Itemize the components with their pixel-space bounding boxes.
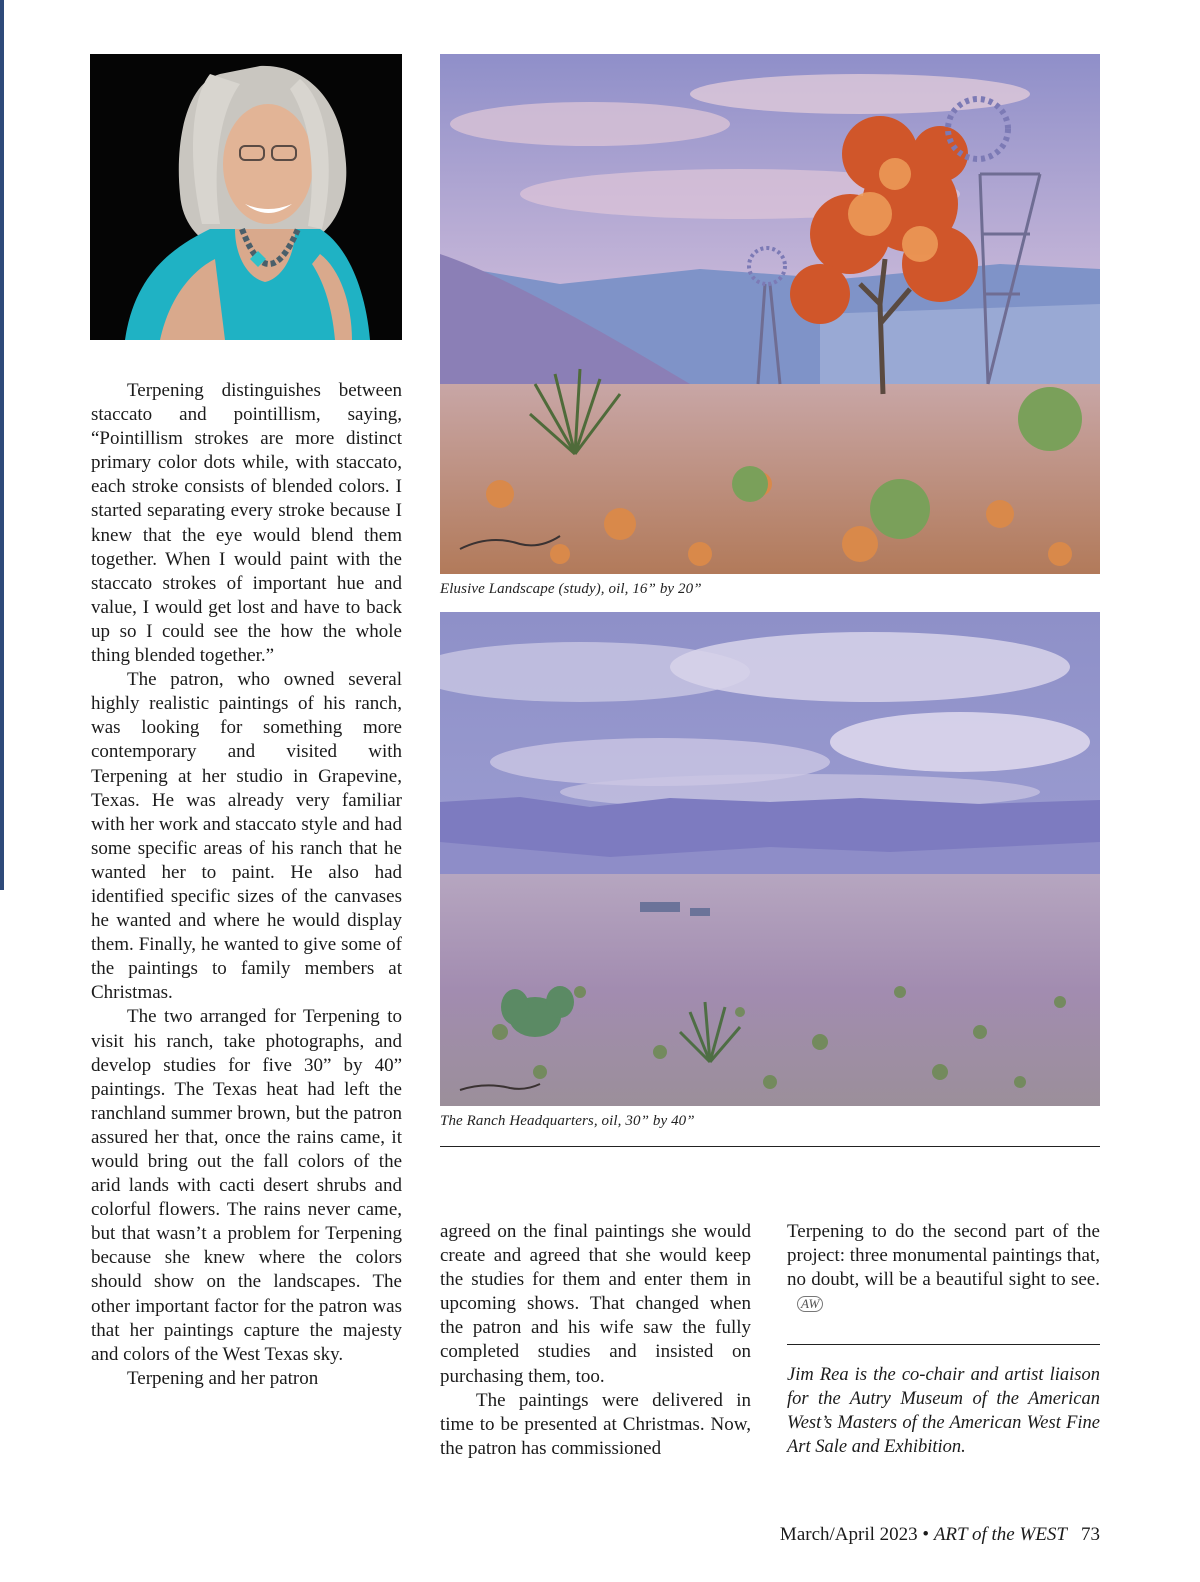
elusive-landscape-painting <box>440 54 1100 574</box>
author-bio: Jim Rea is the co-chair and artist liaison for the Autry Museum of the American West’s Masters of the American West Fine Art Sale and Exhibition. <box>787 1365 1100 1458</box>
end-of-article-mark: AW <box>797 1296 823 1312</box>
paragraph-patron-visit: The patron, who owned several highly realistic paintings of his ranch, was looking for something more contemporary and visited with Terpening at her studio in Grapevine, Texas. He was already very familiar with her work and staccato style and had some specific areas of his ranch that he wanted her to paint. He also had identified specific sizes of the canvases he wanted and where he would display them. Finally, he wanted to give some of the paintings to family members at Christmas. <box>91 669 402 1004</box>
paragraph-ranch-visit: The two arranged for Terpening to visit his ranch, take photographs, and develop studies for five 30” by 40” paintings. The Texas heat had left the ranchland summer brown, but the patron assured her that, once the rains came, it would bring out the fall colors of the arid lands with cacti desert shrubs and colorful flowers. The rains never came, but that wasn’t a problem for Terpening because she knew where the colors should show on the landscapes. The other important factor for the patron was that her paintings capture the majesty and colors of the West Texas sky. <box>91 1006 402 1365</box>
magazine-title: ART of the WEST <box>933 1524 1067 1545</box>
paragraph-staccato-vs-pointillism: Terpening distinguishes between staccato and pointillism, saying, “Pointillism strokes are more distinct primary color dots while, with staccato, each stroke consists of blended colors. I started separating every stroke because I knew that the eye would blend them together. When I would paint with the staccato strokes of important hue and value, I would get lost and have to back up so I could see the how the whole thing blended together.” <box>91 380 402 667</box>
page-footer <box>780 1524 1100 1546</box>
artist-portrait-photo <box>90 54 402 340</box>
paragraph-agreement-continued: agreed on the final paintings she would create and agreed that she would keep the studies for them and enter them in upcoming shows. That changed when the patron and his wife saw the fully completed studies and insisted on purchasing them, too. <box>440 1221 751 1387</box>
article-column-2 <box>440 1220 751 1461</box>
paragraph-conclusion <box>787 1220 1100 1316</box>
bio-divider-rule <box>787 1344 1100 1345</box>
article-column-3 <box>787 1220 1100 1316</box>
issue-date: March/April 2023 <box>779 1524 918 1545</box>
paragraph-delivery: The paintings were delivered in time to be presented at Christmas. Now, the patron has commissioned <box>440 1389 751 1459</box>
painting-caption-elusive-landscape: Elusive Landscape (study), oil, 16” by 20” <box>440 581 702 597</box>
caption-divider-rule <box>440 1146 1100 1147</box>
footer-bullet: • <box>922 1524 930 1545</box>
paragraph-agreement-start: Terpening and her patron <box>127 1367 319 1389</box>
page-number: 73 <box>1081 1524 1100 1545</box>
painting-caption-ranch-headquarters: The Ranch Headquarters, oil, 30” by 40” <box>440 1113 695 1129</box>
conclusion-text: Terpening to do the second part of the project: three monumental paintings that, no doubt, will be a beautiful sight to see. <box>787 1221 1100 1291</box>
page-edge-strip <box>0 0 4 890</box>
ranch-headquarters-painting <box>440 612 1100 1106</box>
article-column-1 <box>91 379 402 1391</box>
